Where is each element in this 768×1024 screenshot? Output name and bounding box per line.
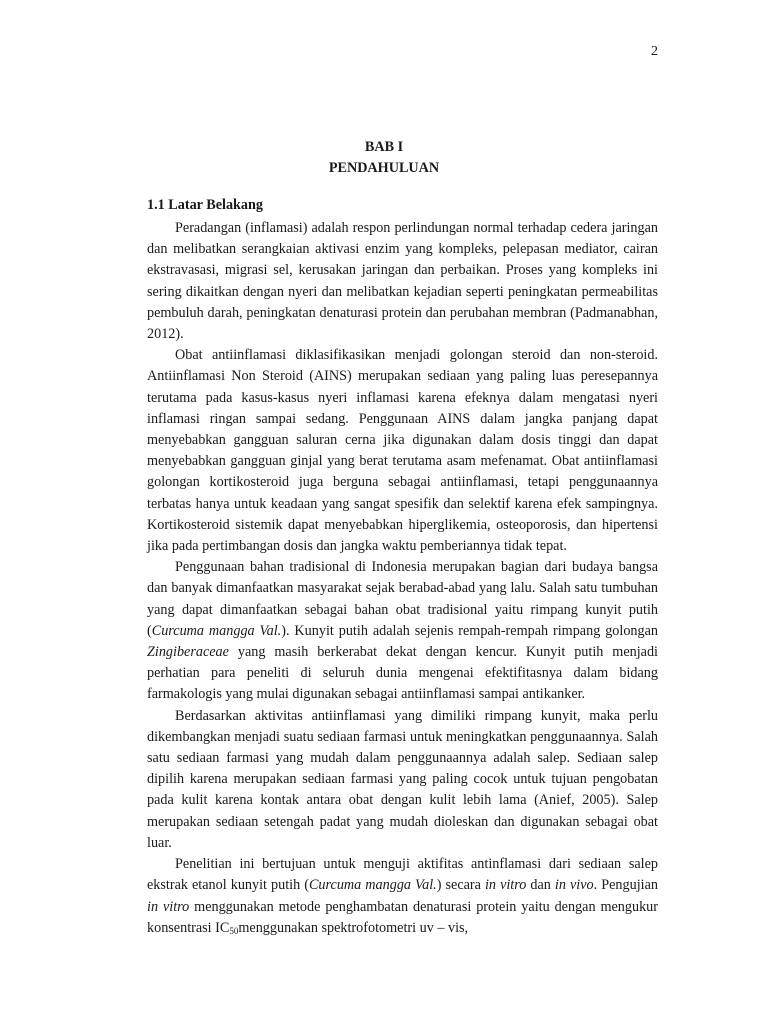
body-text: [147, 218, 658, 942]
paragraph-5-text-c: ) secara: [436, 877, 485, 894]
species-name: Curcuma mangga Val.: [308, 877, 437, 894]
section-title: 1.1 Latar Belakang: [147, 197, 264, 213]
term-in-vitro: in vitro: [484, 877, 527, 894]
species-name: Curcuma mangga Val.: [151, 622, 282, 639]
family-name: Zingiberaceae: [147, 644, 229, 661]
term-in-vitro: in vitro: [147, 898, 190, 915]
ic50-subscript: 50: [229, 925, 239, 936]
chapter-title: PENDAHULUAN: [328, 160, 440, 176]
paragraph-5: [147, 854, 658, 942]
term-in-vivo: in vivo: [554, 877, 594, 894]
page-number: 2: [651, 44, 658, 59]
paragraph-5-text-a: Penelitian ini bertujuan untuk menguji aktifitas antinflamasi dari sediaan salep ekstrak etanol kunyit putih (: [147, 856, 658, 894]
paragraph-2: Obat antiinflamasi diklasifikasikan menjadi golongan steroid dan non-steroid. Antiinflamasi Non Steroid (AINS) merupakan sediaan yang paling luas peresepannya terutama pada kasus-kasus nyeri inflamasi karena efeknya dalam mengatasi nyeri inflamasi ringan sampai sedang. Penggunaan AINS dalam jangka panjang dapat menyebabkan gangguan saluran cerna jika digunakan dalam dosis tinggi dan dapat menyebabkan gangguan ginjal yang berat terutama asam mefenamat. Obat antiinflamasi golongan kortikosteroid juga berguna sebagai antiinflamasi, tetapi penggunaannya terbatas hanya untuk keadaan yang sangat spesifik dan selektif karena efek sampingnya. Kortikosteroid sistemik dapat menyebabkan hiperglikemia, osteoporosis, dan hipertensi jika pada pertimbangan dosis dan jangka waktu pemberiannya tidak tepat.: [147, 347, 658, 555]
paragraph-3-text-e: yang masih berkerabat dekat dengan kencur. Kunyit putih menjadi perhatian para peneliti di seluruh dunia mengenai efektifitasnya dalam bidang farmakologis yang mulai digunakan sebagai antiinflamasi sampai antikanker.: [147, 644, 658, 703]
paragraph-1: Peradangan (inflamasi) adalah respon perlindungan normal terhadap cedera jaringan dan melibatkan serangkaian aktivasi enzim yang kompleks, pelepasan mediator, cairan ekstravasasi, migrasi sel, kerusakan jaringan dan perbaikan. Proses yang kompleks ini sering dikaitkan dengan nyeri dan melibatkan kejadian seperti peningkatan permeabilitas pembuluh darah, peningkatan denaturasi protein dan perubahan membran (Padmanabhan, 2012).: [147, 220, 658, 343]
paragraph-5-text-e: dan: [526, 877, 555, 894]
paragraph-3-text-c: ). Kunyit putih adalah sejenis rempah-rempah rimpang golongan: [281, 622, 658, 639]
chapter-label: BAB I: [364, 139, 404, 155]
paragraph-5-text-i: menggunakan metode penghambatan denaturasi protein yaitu dengan mengukur konsentrasi IC: [147, 898, 659, 936]
paragraph-3: [147, 557, 658, 705]
paragraph-4: Berdasarkan aktivitas antiinflamasi yang dimiliki rimpang kunyit, maka perlu dikembangkan menjadi suatu sediaan farmasi untuk meningkatkan penggunaannya. Salah satu sediaan farmasi yang mudah dalam penggunaannya adalah salep. Sediaan salep dipilih karena merupakan sediaan farmasi yang paling cocok untuk tujuan pengobatan pada kulit karena kontak antara obat dengan kulit lebih lama (Anief, 2005). Salep merupakan sediaan setengah padat yang mudah dioleskan dan digunakan sebagai obat luar.: [147, 707, 658, 851]
paragraph-3-text-a: Penggunaan bahan tradisional di Indonesia merupakan bagian dari budaya bangsa dan banyak dimanfaatkan masyarakat sejak berabad-abad yang lalu. Salah satu tumbuhan yang dapat dimanfaatkan sebagai bahan obat tradisional yaitu rimpang kunyit putih (: [147, 559, 658, 639]
paragraph-5-text-g: . Pengujian: [593, 877, 658, 894]
chapter-heading: [0, 137, 768, 179]
paragraph-5-text-k: menggunakan spektrofotometri uv – vis,: [238, 919, 469, 936]
